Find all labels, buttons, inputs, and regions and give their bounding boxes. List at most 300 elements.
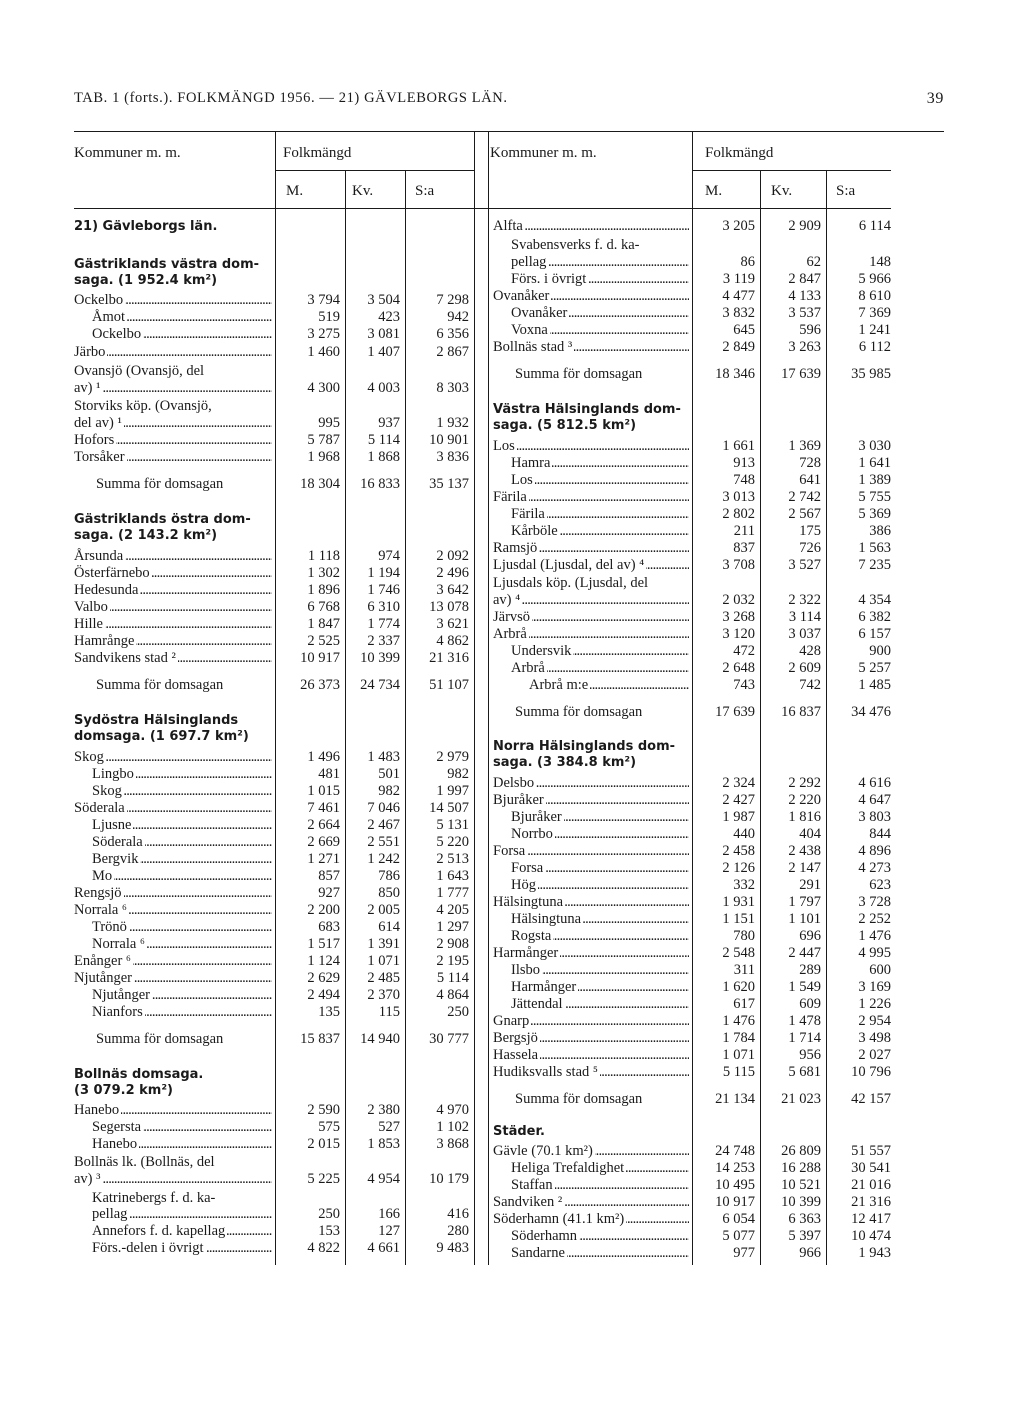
value-sa: 3 621 [436, 616, 469, 632]
row-label-text: Gästriklands västra dom- [74, 257, 260, 272]
value-sa: 7 235 [858, 557, 891, 573]
value-kv: 1 369 [788, 438, 821, 454]
value-m: 913 [733, 455, 755, 471]
row-label-text: pellag [92, 1206, 128, 1222]
value-kv: 2 909 [788, 218, 821, 234]
section-heading [0, 754, 1024, 771]
value-m: 2 648 [722, 660, 755, 676]
value-sa: 35 985 [851, 366, 891, 382]
value-sa: 3 836 [436, 449, 469, 465]
value-sa: 1 102 [436, 1119, 469, 1135]
value-m: 3 013 [722, 489, 755, 505]
value-sa: 982 [447, 766, 469, 782]
table-row [0, 609, 1024, 626]
row-label-text: Hille [74, 616, 103, 632]
row-label [493, 754, 689, 771]
row-label-text: Enånger ⁶ [74, 953, 131, 969]
value-m: 18 346 [715, 366, 755, 382]
value-sa: 5 966 [858, 271, 891, 287]
value-kv: 2 609 [788, 660, 821, 676]
value-sa: 2 979 [436, 749, 469, 765]
value-kv: 16 288 [781, 1160, 821, 1176]
row-label-text: Summa för domsagan [515, 366, 643, 382]
table-row [0, 288, 1024, 305]
value-m: 472 [733, 643, 755, 659]
value-kv: 742 [799, 677, 821, 693]
row-label [493, 775, 689, 792]
value-m: 519 [318, 309, 340, 325]
row-label-text: Summa för domsagan [515, 704, 643, 720]
row-label-text: Los [511, 472, 533, 488]
header-mid-rule-left [275, 170, 474, 171]
row-label-text: Sandviken ² [493, 1194, 563, 1210]
value-sa: 2 908 [436, 936, 469, 952]
row-label [515, 1091, 689, 1108]
row-label-text: Järvsö [493, 609, 531, 625]
value-kv: 2 567 [788, 506, 821, 522]
row-label-text: Harmånger [493, 945, 559, 961]
value-kv: 1 071 [367, 953, 400, 969]
value-kv: 14 940 [360, 1031, 400, 1047]
value-kv: 609 [799, 996, 821, 1012]
row-label [493, 738, 689, 755]
value-m: 7 461 [307, 800, 340, 816]
row-label-text: Bergsjö [493, 1030, 538, 1046]
value-kv: 596 [799, 322, 821, 338]
value-sa: 10 474 [851, 1228, 891, 1244]
row-label-text: Njutånger [74, 970, 132, 986]
value-kv: 3 504 [367, 292, 400, 308]
row-label-text: av) ⁴ [493, 592, 521, 608]
value-kv: 2 005 [367, 902, 400, 918]
row-label [511, 1160, 689, 1177]
value-kv: 3 263 [788, 339, 821, 355]
value-m: 3 119 [722, 271, 755, 287]
row-label-text: Ockelbo [74, 292, 124, 308]
value-kv: 3 037 [788, 626, 821, 642]
value-sa: 6 114 [858, 218, 891, 234]
value-m: 995 [318, 415, 340, 431]
value-sa: 623 [869, 877, 891, 893]
value-m: 2 324 [722, 775, 755, 791]
row-label-text: Arbrå m:e [529, 677, 589, 693]
row-label-text: Hamrånge [74, 633, 135, 649]
row-label-text: Ljusdals köp. (Ljusdal, del [493, 575, 649, 591]
value-kv: 10 399 [781, 1194, 821, 1210]
value-m: 1 987 [722, 809, 755, 825]
row-label-text: Årsunda [74, 548, 124, 564]
row-label-text: Hälsingtuna [493, 894, 564, 910]
value-kv: 2 337 [367, 633, 400, 649]
row-label-text: Trönö [92, 919, 127, 935]
row-label-text: Ockelbo [92, 326, 142, 342]
row-label [493, 575, 689, 592]
value-sa: 9 483 [436, 1240, 469, 1256]
row-label-text: Skog [92, 783, 122, 799]
value-kv: 289 [799, 962, 821, 978]
value-kv: 423 [378, 309, 400, 325]
value-sa: 2 027 [858, 1047, 891, 1063]
value-sa: 4 616 [858, 775, 891, 791]
row-label-text: Bollnäs stad ³ [493, 339, 573, 355]
value-sa: 3 642 [436, 582, 469, 598]
value-kv: 428 [799, 643, 821, 659]
value-m: 135 [318, 1004, 340, 1020]
row-label [529, 677, 689, 694]
value-kv: 5 681 [788, 1064, 821, 1080]
value-kv: 4 661 [367, 1240, 400, 1256]
value-sa: 1 389 [858, 472, 891, 488]
row-label-text: av) ¹ [74, 380, 101, 396]
row-label-text: Delsbo [493, 775, 535, 791]
value-sa: 1 563 [858, 540, 891, 556]
row-label-text: Ovansjö (Ovansjö, del [74, 363, 205, 379]
row-label [511, 455, 689, 472]
row-label-text: Hedesunda [74, 582, 139, 598]
row-label [511, 660, 689, 677]
value-kv: 4 954 [367, 1171, 400, 1187]
value-sa: 2 513 [436, 851, 469, 867]
value-sa: 3 868 [436, 1136, 469, 1152]
value-kv: 10 399 [360, 650, 400, 666]
row-label-text: domsaga. (1 697.7 km²) [74, 729, 249, 744]
value-sa: 21 316 [851, 1194, 891, 1210]
value-kv: 6 310 [367, 599, 400, 615]
value-sa: 4 354 [858, 592, 891, 608]
row-label-text: Österfärnebo [74, 565, 150, 581]
value-m: 748 [733, 472, 755, 488]
value-sa: 51 557 [851, 1143, 891, 1159]
value-sa: 4 205 [436, 902, 469, 918]
row-label [511, 962, 689, 979]
value-kv: 2 380 [367, 1102, 400, 1118]
value-m: 2 015 [307, 1136, 340, 1152]
value-m: 1 460 [307, 344, 340, 360]
row-label-text: Ljusdal (Ljusdal, del av) ⁴ [493, 557, 645, 573]
value-m: 10 917 [715, 1194, 755, 1210]
row-label [493, 1211, 689, 1228]
row-label [493, 489, 689, 506]
row-label-text: Ljusne [92, 817, 132, 833]
row-label-text: Söderhamn [511, 1228, 578, 1244]
value-kv: 974 [378, 548, 400, 564]
value-kv: 2 742 [788, 489, 821, 505]
value-kv: 2 485 [367, 970, 400, 986]
value-m: 5 225 [307, 1171, 340, 1187]
row-label-text: Norrala ⁶ [92, 936, 145, 952]
value-m: 857 [318, 868, 340, 884]
page-number: 39 [926, 90, 944, 107]
value-sa: 3 169 [858, 979, 891, 995]
table-row [0, 894, 1024, 911]
value-kv: 2 220 [788, 792, 821, 808]
value-m: 1 124 [307, 953, 340, 969]
value-sa: 2 496 [436, 565, 469, 581]
value-m: 6 768 [307, 599, 340, 615]
value-kv: 62 [806, 254, 821, 270]
row-label [511, 979, 689, 996]
row-label [493, 1030, 689, 1047]
col-header-folkmangd: Folkmängd [705, 145, 774, 161]
row-label-text: (3 079.2 km²) [74, 1083, 173, 1098]
row-label [511, 809, 689, 826]
value-m: 1 896 [307, 582, 340, 598]
value-kv: 2 292 [788, 775, 821, 791]
row-label-text: del av) ¹ [74, 415, 122, 431]
value-sa: 34 476 [851, 704, 891, 720]
table-row [0, 339, 1024, 356]
row-label [493, 894, 689, 911]
row-label-text: Ovanåker [493, 288, 550, 304]
row-label-text: Hudiksvalls stad ⁵ [493, 1064, 598, 1080]
value-sa: 30 541 [851, 1160, 891, 1176]
value-sa: 4 864 [436, 987, 469, 1003]
value-sa: 4 995 [858, 945, 891, 961]
value-kv: 175 [799, 523, 821, 539]
row-label-text: Los [493, 438, 515, 454]
table-row [0, 455, 1024, 472]
row-label [493, 1194, 689, 1211]
value-m: 211 [733, 523, 755, 539]
value-m: 780 [733, 928, 755, 944]
row-label-text: Järbo [74, 344, 106, 360]
value-m: 683 [318, 919, 340, 935]
table-row [0, 911, 1024, 928]
row-label-text: Torsåker [74, 449, 125, 465]
value-m: 2 126 [722, 860, 755, 876]
row-label-text: Skog [74, 749, 104, 765]
value-sa: 1 641 [858, 455, 891, 471]
value-m: 743 [733, 677, 755, 693]
table-row [0, 1047, 1024, 1064]
row-label-text: Städer. [493, 1124, 545, 1139]
value-m: 10 495 [715, 1177, 755, 1193]
value-m: 1 496 [307, 749, 340, 765]
row-label-text: pellag [511, 254, 547, 270]
row-label [493, 1123, 689, 1140]
row-label [493, 218, 689, 235]
value-m: 3 832 [722, 305, 755, 321]
value-m: 2 427 [722, 792, 755, 808]
value-sa: 7 369 [858, 305, 891, 321]
value-sa: 10 901 [429, 432, 469, 448]
row-label-text: Bergvik [92, 851, 139, 867]
row-label-text: Gävle (70.1 km²) [493, 1143, 593, 1159]
value-kv: 166 [378, 1206, 400, 1222]
row-label-text: Rengsjö [74, 885, 122, 901]
value-kv: 6 363 [788, 1211, 821, 1227]
value-sa: 4 896 [858, 843, 891, 859]
value-sa: 2 954 [858, 1013, 891, 1029]
value-kv: 3 081 [367, 326, 400, 342]
value-m: 4 822 [307, 1240, 340, 1256]
value-m: 15 837 [300, 1031, 340, 1047]
value-sa: 3 030 [858, 438, 891, 454]
row-label [511, 911, 689, 928]
value-sa: 21 016 [851, 1177, 891, 1193]
table-row [0, 557, 1024, 574]
row-label-text: Jättendal [511, 996, 563, 1012]
value-m: 2 849 [722, 339, 755, 355]
value-sa: 2 195 [436, 953, 469, 969]
row-label-text: Rogsta [511, 928, 552, 944]
value-m: 26 373 [300, 677, 340, 693]
row-label [493, 540, 689, 557]
row-label [515, 366, 689, 383]
value-m: 2 494 [307, 987, 340, 1003]
value-m: 1 931 [722, 894, 755, 910]
row-label-text: Summa för domsagan [96, 677, 224, 693]
value-kv: 1 242 [367, 851, 400, 867]
page-header [74, 90, 944, 110]
value-sa: 4 970 [436, 1102, 469, 1118]
value-m: 575 [318, 1119, 340, 1135]
value-kv: 726 [799, 540, 821, 556]
value-kv: 17 639 [781, 366, 821, 382]
row-label [74, 728, 272, 745]
row-label [493, 339, 689, 356]
value-m: 153 [318, 1223, 340, 1239]
table-row [0, 592, 1024, 609]
value-m: 311 [733, 962, 755, 978]
row-label-text: Forsa [493, 843, 526, 859]
value-kv: 115 [378, 1004, 400, 1020]
value-kv: 16 837 [781, 704, 821, 720]
value-sa: 600 [869, 962, 891, 978]
row-label-text: Kårböle [511, 523, 558, 539]
value-kv: 1 483 [367, 749, 400, 765]
col-header-kv: Kv. [352, 183, 374, 199]
row-label-text: Hälsingtuna [511, 911, 582, 927]
value-sa: 4 273 [858, 860, 891, 876]
row-label-text: Heliga Trefaldighet [511, 1160, 625, 1176]
row-label [511, 523, 689, 540]
table-row [0, 928, 1024, 945]
table-row [0, 626, 1024, 643]
value-sa: 5 369 [858, 506, 891, 522]
value-kv: 2 847 [788, 271, 821, 287]
value-kv: 3 537 [788, 305, 821, 321]
value-sa: 5 131 [436, 817, 469, 833]
value-sa: 10 179 [429, 1171, 469, 1187]
value-sa: 6 112 [858, 339, 891, 355]
row-label [74, 256, 272, 273]
value-m: 3 794 [307, 292, 340, 308]
value-kv: 1 101 [788, 911, 821, 927]
value-m: 4 300 [307, 380, 340, 396]
row-label-text: saga. (3 384.8 km²) [493, 755, 637, 770]
value-sa: 8 303 [436, 380, 469, 396]
value-kv: 5 397 [788, 1228, 821, 1244]
value-sa: 1 241 [858, 322, 891, 338]
table-row [0, 945, 1024, 962]
value-sa: 2 867 [436, 344, 469, 360]
value-kv: 1 478 [788, 1013, 821, 1029]
value-m: 5 787 [307, 432, 340, 448]
value-kv: 10 521 [781, 1177, 821, 1193]
row-label [511, 254, 689, 271]
value-kv: 527 [378, 1119, 400, 1135]
table-row [0, 305, 1024, 322]
row-label-text: Västra Hälsinglands dom- [493, 402, 681, 417]
value-m: 617 [733, 996, 755, 1012]
value-m: 17 639 [715, 704, 755, 720]
value-m: 2 669 [307, 834, 340, 850]
value-sa: 5 220 [436, 834, 469, 850]
row-label [511, 506, 689, 523]
value-m: 977 [733, 1245, 755, 1261]
col-header-kommuner: Kommuner m. m. [490, 145, 597, 161]
value-sa: 844 [869, 826, 891, 842]
value-m: 1 847 [307, 616, 340, 632]
value-sa: 4 647 [858, 792, 891, 808]
value-m: 2 629 [307, 970, 340, 986]
row-label [511, 826, 689, 843]
row-label-text: Färila [493, 489, 527, 505]
row-label-text: Bjuråker [511, 809, 562, 825]
row-label-text: Bollnäs domsaga. [74, 1067, 204, 1082]
row-label-text: Förs.-delen i övrigt [92, 1240, 204, 1256]
value-sa: 51 107 [429, 677, 469, 693]
value-kv: 24 734 [360, 677, 400, 693]
table-row [0, 962, 1024, 979]
table-row [0, 775, 1024, 792]
row-label-text: Svabensverks f. d. ka- [511, 237, 640, 253]
row-label-text: Söderala [92, 834, 143, 850]
value-sa: 5 755 [858, 489, 891, 505]
row-label [493, 288, 689, 305]
row-label-text: Summa för domsagan [96, 476, 224, 492]
table-row [0, 979, 1024, 996]
row-label [493, 1064, 689, 1081]
row-label [493, 401, 689, 418]
value-sa: 1 997 [436, 783, 469, 799]
row-label [511, 860, 689, 877]
row-label [511, 996, 689, 1013]
row-label-text: Hassela [493, 1047, 539, 1063]
row-label [493, 417, 689, 434]
value-sa: 6 157 [858, 626, 891, 642]
value-sa: 386 [869, 523, 891, 539]
value-kv: 501 [378, 766, 400, 782]
value-m: 1 784 [722, 1030, 755, 1046]
row-label-text: Hofors [74, 432, 115, 448]
value-sa: 1 643 [436, 868, 469, 884]
row-label [511, 877, 689, 894]
value-m: 3 708 [722, 557, 755, 573]
row-label [511, 1177, 689, 1194]
value-m: 10 917 [300, 650, 340, 666]
value-sa: 1 932 [436, 415, 469, 431]
value-kv: 3 114 [788, 609, 821, 625]
row-label [511, 928, 689, 945]
row-label [493, 792, 689, 809]
table-row [0, 237, 1024, 254]
value-m: 18 304 [300, 476, 340, 492]
value-sa: 280 [447, 1223, 469, 1239]
col-header-m: M. [705, 183, 723, 199]
col-header-m: M. [286, 183, 304, 199]
row-label [511, 472, 689, 489]
value-kv: 1 407 [367, 344, 400, 360]
row-label-text: Ovanåker [511, 305, 568, 321]
value-m: 1 151 [722, 911, 755, 927]
value-sa: 12 417 [851, 1211, 891, 1227]
row-label [493, 843, 689, 860]
value-kv: 2 467 [367, 817, 400, 833]
value-kv: 1 746 [367, 582, 400, 598]
value-sa: 35 137 [429, 476, 469, 492]
